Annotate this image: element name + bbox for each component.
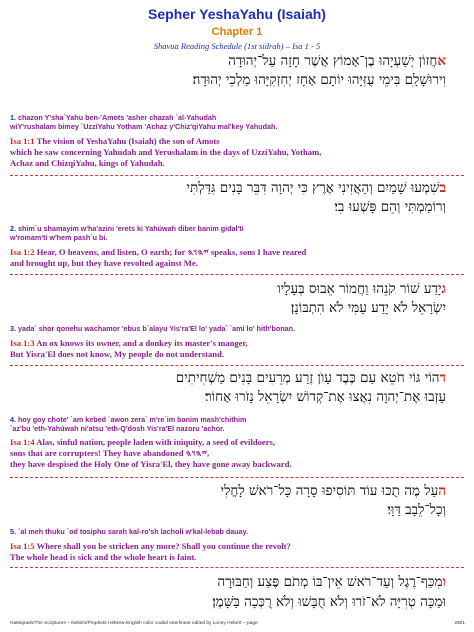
page-footer (10, 621, 465, 626)
hebrew-text: עַל מֶה תֻכּוּ עוֹד תּוֹסִיפוּ סָרָה כָּל־רֹאשׁ לָחֳלִי (220, 483, 439, 499)
english-line (10, 437, 465, 448)
hebrew-line: עָזְבוּ אֶת־יְהוָה נִאֲצוּ אֶת־קְדוֹשׁ יִשְׂרָאֵל נָזֹרוּ אָחוֹר׃ (205, 389, 446, 405)
transliteration-line: `az'bu 'eth-Yahúwah ni'atsu 'eth-Q'dosh Yis'ra'El nazoru 'achor. (10, 424, 225, 433)
verse-number: ה (438, 483, 446, 499)
hebrew-line: וּמַכָּה טְרִיָּה לֹא־זֹרוּ וְלֹא חֻבָּשׁוּ וְלֹא רֻכְּכָה בַּשָּׁמֶן׃ (212, 594, 446, 610)
english-text: The vision of YeshaYahu (Isaiah) the son of Amots (36, 136, 220, 146)
hebrew-text: מִכַּף־רֶגֶל וְעַד־רֹאשׁ אֵין־בּוֹ מְתֹם פֶּצַע וְחַבּוּרָה (217, 574, 443, 590)
page-number: 2901 (454, 621, 465, 626)
english-line (10, 541, 465, 552)
verse-separator (10, 567, 464, 568)
footer-credit: HaMiqrash/The Scriptures ~ Nebiim/Prophets Hebrew-English color coded Interlinear edited by Lonny Hebert ~ page (10, 621, 258, 626)
verse-number: ב (439, 180, 446, 196)
hebrew-line: וְכָל־לֵבָב דַּוָּי׃ (387, 502, 446, 518)
translit-number: 1. (10, 113, 16, 122)
english-line (10, 247, 465, 258)
english-verse (10, 136, 465, 169)
transliteration-line (10, 113, 465, 122)
transliteration-line: w'romam'ti w'hem pash`u bi. (10, 233, 108, 242)
verse-separator (10, 274, 464, 275)
hebrew-line (16, 370, 446, 387)
translit-number: 4. (10, 415, 16, 424)
verse-reference: Isa 1:4 (10, 437, 35, 447)
transliteration-line (10, 415, 465, 424)
english-line (10, 136, 465, 147)
english-text: Hear, O heavens, and listen, O earth; for 𐤉𐤄𐤅𐤄 speaks, sons I have reared (36, 247, 307, 257)
english-line (10, 338, 465, 349)
english-text: Where shall you be stricken any more? Shall you continue the revolt? (36, 541, 291, 551)
hebrew-line: וִירוּשָׁלָ‍ִם בִּימֵי עֻזִּיָּהוּ יוֹתָם אָחָז יְחִזְקִיָּהוּ מַלְכֵי יְהוּדָה׃ (192, 72, 446, 88)
hebrew-line (16, 483, 446, 500)
english-line: sons that are corrupters! They have abandoned 𐤉𐤄𐤅𐤄, (10, 448, 210, 458)
translit-number: 2. (10, 224, 16, 233)
verse-number: א (437, 53, 446, 69)
translit-text: chazon Y'sha`Yahu ben-'Amots 'asher chazah `al-Yahudah (18, 113, 217, 122)
translit-text: shim`u shamayim w'ha'azini 'erets ki Yahúwah diber banim gidal'ti (18, 224, 244, 233)
chapter-title: Chapter 1 (211, 26, 263, 38)
translit-text: `al meh thuku `od tosiphu sarah kal-ro'sh lacholi w'kal-lebab dauay. (18, 527, 249, 536)
book-title: Sepher YeshaYahu (Isaiah) (148, 6, 326, 22)
english-line: Achaz and ChizqiYahu, kings of Yahudah. (10, 158, 165, 168)
verse-reference: Isa 1:5 (10, 541, 35, 551)
hebrew-line (16, 180, 446, 197)
transliteration-line (10, 527, 465, 536)
hebrew-line: וְרוֹמַמְתִּי וְהֵם פָּשְׁעוּ בִי׃ (334, 199, 446, 215)
verse-separator (10, 175, 464, 176)
hebrew-text: חֲזוֹן יְשַׁעְיָהוּ בֶן־אָמוֹץ אֲשֶׁר חָזָה עַל־יְהוּדָה (228, 53, 438, 69)
english-line: which he saw concerning Yahudah and Yerushalam in the days of UzziYahu, Yotham, (10, 147, 322, 157)
reading-schedule: Shavua Reading Schedule (1st sidrah) – Isa 1 - 5 (153, 41, 321, 51)
verse-number: ו (442, 574, 446, 590)
hebrew-text: הוֹי גּוֹי חֹטֵא עַם כֶּבֶד עָוֺן זֶרַע מְרֵעִים בָּנִים מַשְׁחִיתִים (175, 370, 440, 386)
transliteration-line: wiY'rushalam bimey `UzziYahu Yotham 'Achaz y'Chiz'qiYahu mal'key Yahudah. (10, 122, 278, 131)
translit-number: 3. (10, 324, 16, 333)
hebrew-line (16, 574, 446, 591)
english-text: An ox knows its owner, and a donkey its master's manger, (36, 338, 248, 348)
hebrew-text: שִׁמְעוּ שָׁמַיִם וְהַאֲזִינִי אֶרֶץ כִּי יְהוָה דִּבֵּר בָּנִים גִּדַּלְתִּי (186, 180, 440, 196)
english-verse (10, 437, 465, 470)
english-verse (10, 541, 465, 563)
verse-reference: Isa 1:1 (10, 136, 35, 146)
transliteration-line (10, 224, 465, 233)
translit-text: yada` shor qonehu wachamor 'ebus b`alayu Yis'ra'El lo' yada` `ami lo' hith'bonan. (18, 324, 296, 333)
verse-number: ד (439, 370, 446, 386)
verse-separator (10, 477, 464, 478)
english-line: they have despised the Holy One of Yisra'El, they have gone away backward. (10, 459, 292, 469)
translit-text: hoy goy chote' `am kebed `awon zera` m're`im banim mash'chithim (18, 415, 247, 424)
english-text: Alas, sinful nation, people laden with iniquity, a seed of evildoers, (36, 437, 276, 447)
verse-reference: Isa 1:3 (10, 338, 35, 348)
hebrew-line: יִשְׂרָאֵל לֹא יָדַע עַמִּי לֹא הִתְבּוֹנָן׃ (290, 300, 446, 316)
english-line: and brought up, but they have revolted against Me. (10, 258, 198, 268)
transliteration-line (10, 324, 465, 333)
english-verse (10, 338, 465, 360)
english-line: The whole head is sick and the whole heart is faint. (10, 552, 197, 562)
verse-number: ג (441, 281, 446, 297)
english-verse (10, 247, 465, 269)
hebrew-line (16, 281, 446, 298)
translit-number: 5. (10, 527, 16, 536)
hebrew-text: יָדַע שׁוֹר קֹנֵהוּ וַחֲמוֹר אֵבוּס בְּעָלָיו (277, 281, 442, 297)
verse-separator (10, 365, 464, 366)
hebrew-line (16, 53, 446, 70)
verse-reference: Isa 1:2 (10, 247, 35, 257)
english-line: But Yisra'El does not know, My people do not understand. (10, 349, 225, 359)
